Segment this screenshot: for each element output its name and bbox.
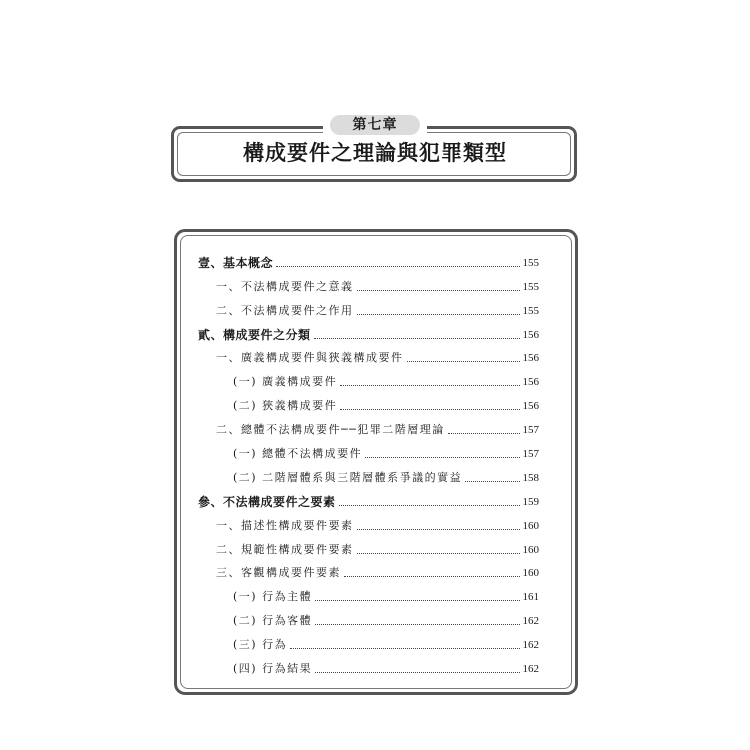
toc-entry[interactable] — [198, 461, 539, 485]
toc-entry-title: (三) 行為 — [233, 638, 288, 652]
toc-leader-dots — [276, 265, 519, 267]
toc-entry-title: 二、規範性構成要件要素 — [216, 542, 354, 556]
toc-entry[interactable] — [198, 604, 539, 628]
toc-leader-dots — [357, 552, 520, 554]
toc-entry-page: 155 — [522, 304, 539, 317]
toc-entry-title: 參、不法構成要件之要素 — [198, 494, 336, 509]
toc-entry-title: 壹、基本概念 — [198, 255, 274, 270]
toc-entry-title: (二) 二階層體系與三階層體系爭議的實益 — [233, 470, 463, 484]
table-of-contents — [198, 246, 539, 676]
toc-entry-page: 160 — [522, 519, 539, 532]
toc-entry-title: (一) 廣義構成要件 — [233, 375, 338, 389]
toc-entry[interactable] — [198, 557, 539, 581]
toc-entry-title: 一、廣義構成要件與狹義構成要件 — [216, 351, 404, 365]
toc-entry-page: 159 — [522, 495, 539, 508]
toc-entry[interactable] — [198, 246, 539, 270]
toc-leader-dots — [340, 384, 519, 386]
toc-entry[interactable] — [198, 628, 539, 652]
toc-leader-dots — [315, 599, 519, 601]
toc-entry-page: 155 — [522, 280, 539, 293]
toc-entry-title: (一) 總體不法構成要件 — [233, 447, 363, 461]
toc-leader-dots — [315, 623, 519, 625]
toc-entry-title: 二、總體不法構成要件──犯罪二階層理論 — [216, 423, 445, 437]
toc-leader-dots — [339, 504, 520, 506]
toc-entry-title: (二) 狹義構成要件 — [233, 399, 338, 413]
toc-leader-dots — [407, 360, 520, 362]
toc-entry-page: 157 — [522, 448, 539, 461]
toc-entry[interactable] — [198, 485, 539, 509]
toc-leader-dots — [314, 337, 520, 339]
chapter-title: 構成要件之理論與犯罪類型 — [243, 141, 507, 165]
toc-leader-dots — [448, 432, 520, 434]
toc-entry[interactable] — [198, 533, 539, 557]
toc-entry-page: 162 — [522, 615, 539, 628]
toc-entry-title: 貳、構成要件之分類 — [198, 327, 311, 342]
toc-entry-page: 162 — [522, 663, 539, 676]
toc-leader-dots — [340, 408, 519, 410]
toc-entry-title: 一、描述性構成要件要素 — [216, 518, 354, 532]
toc-entry[interactable] — [198, 318, 539, 342]
toc-entry-title: (一) 行為主體 — [233, 590, 313, 604]
toc-entry-page: 156 — [522, 352, 539, 365]
toc-entry-title: (二) 行為客體 — [233, 614, 313, 628]
toc-entry[interactable] — [198, 413, 539, 437]
toc-entry-page: 160 — [522, 543, 539, 556]
toc-leader-dots — [357, 313, 520, 315]
toc-entry[interactable] — [198, 437, 539, 461]
toc-leader-dots — [290, 647, 519, 649]
toc-leader-dots — [365, 456, 519, 458]
chapter-label-badge — [323, 114, 427, 136]
toc-entry-title: 二、不法構成要件之作用 — [216, 303, 354, 317]
chapter-label: 第七章 — [330, 115, 420, 135]
toc-leader-dots — [344, 575, 520, 577]
toc-leader-dots — [465, 480, 519, 482]
toc-entry-title: 一、不法構成要件之意義 — [216, 279, 354, 293]
toc-entry-page: 156 — [522, 400, 539, 413]
toc-leader-dots — [357, 528, 520, 530]
toc-entry-page: 156 — [522, 328, 539, 341]
toc-entry-page: 157 — [522, 424, 539, 437]
toc-entry-page: 161 — [522, 591, 539, 604]
toc-entry-title: (四) 行為結果 — [233, 662, 313, 676]
toc-entry[interactable] — [198, 509, 539, 533]
toc-entry[interactable] — [198, 365, 539, 389]
toc-entry-page: 156 — [522, 376, 539, 389]
toc-entry[interactable] — [198, 580, 539, 604]
toc-entry[interactable] — [198, 389, 539, 413]
toc-entry-page: 158 — [522, 471, 539, 484]
toc-leader-dots — [315, 671, 519, 673]
toc-entry[interactable] — [198, 342, 539, 366]
toc-leader-dots — [357, 289, 520, 291]
toc-entry[interactable] — [198, 270, 539, 294]
toc-entry-page: 162 — [522, 639, 539, 652]
toc-entry-title: 三、客觀構成要件要素 — [216, 566, 341, 580]
toc-entry-page: 155 — [522, 256, 539, 269]
toc-entry[interactable] — [198, 294, 539, 318]
toc-entry-page: 160 — [522, 567, 539, 580]
toc-entry[interactable] — [198, 652, 539, 676]
